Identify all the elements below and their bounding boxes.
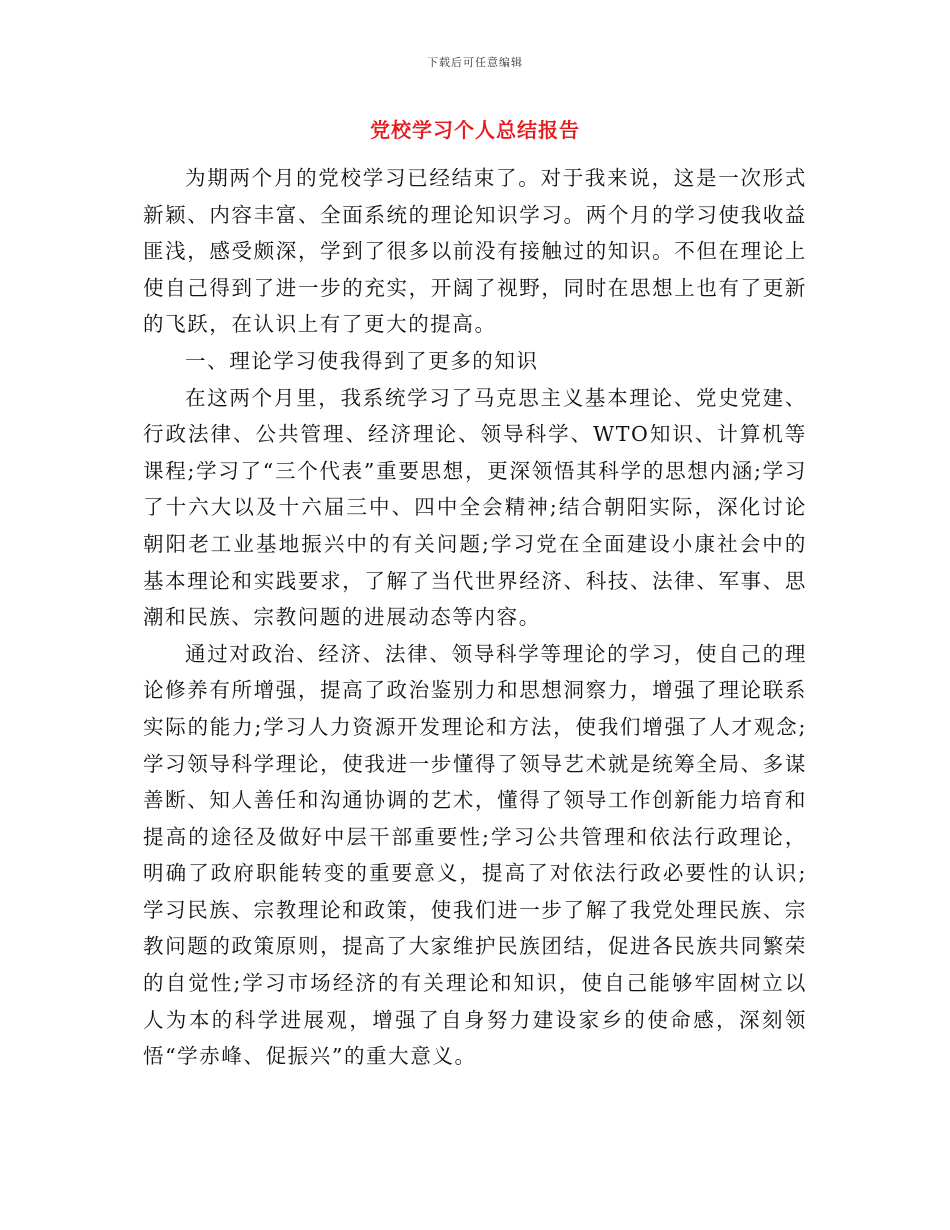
paragraph-study-effects: 通过对政治、经济、法律、领导科学等理论的学习，使自己的理论修养有所增强，提高了政治鉴别力和思想洞察力，增强了理论联系实际的能力;学习人力资源开发理论和方法，使我们增强了人才观念;学习领导科学理论，使我进一步懂得了领导艺术就是统筹全局、多谋善断、知人善任和沟通协调的艺术，懂得了领导工作创新能力培育和提高的途径及做好中层干部重要性;学习公共管理和依法行政理论，明确了政府职能转变的重要意义，提高了对依法行政必要性的认识;学习民族、宗教理论和政策，使我们进一步了解了我党处理民族、宗教问题的政策原则，提高了大家维护民族团结，促进各民族共同繁荣的自觉性;学习市场经济的有关理论和知识，使自己能够牢固树立以人为本的科学进展观，增强了自身努力建设家乡的使命感，深刻领悟“学赤峰、促振兴”的重大意义。 <box>143 641 807 1069</box>
section-heading-1: 一、理论学习使我得到了更多的知识 <box>185 348 539 373</box>
document-body <box>143 160 807 1075</box>
document-title: 党校学习个人总结报告 <box>370 118 580 142</box>
paragraph-study-content: 在这两个月里，我系统学习了马克思主义基本理论、党史党建、行政法律、公共管理、经济理论、领导科学、WTO知识、计算机等课程;学习了“三个代表”重要思想，更深领悟其科学的思想内涵;学习了十六大以及十六届三中、四中全会精神;结合朝阳实际，深化讨论朝阳老工业基地振兴中的有关问题;学习党在全面建设小康社会中的基本理论和实践要求，了解了当代世界经济、科技、法律、军事、思潮和民族、宗教问题的进展动态等内容。 <box>143 385 807 630</box>
paragraph-intro: 为期两个月的党校学习已经结束了。对于我来说，这是一次形式新颖、内容丰富、全面系统的理论知识学习。两个月的学习使我收益匪浅，感受颇深，学到了很多以前没有接触过的知识。不但在理论上使自己得到了进一步的充实，开阔了视野，同时在思想上也有了更新的飞跃，在认识上有了更大的提高。 <box>143 166 807 337</box>
header-note: 下载后可任意编辑 <box>427 56 523 69</box>
